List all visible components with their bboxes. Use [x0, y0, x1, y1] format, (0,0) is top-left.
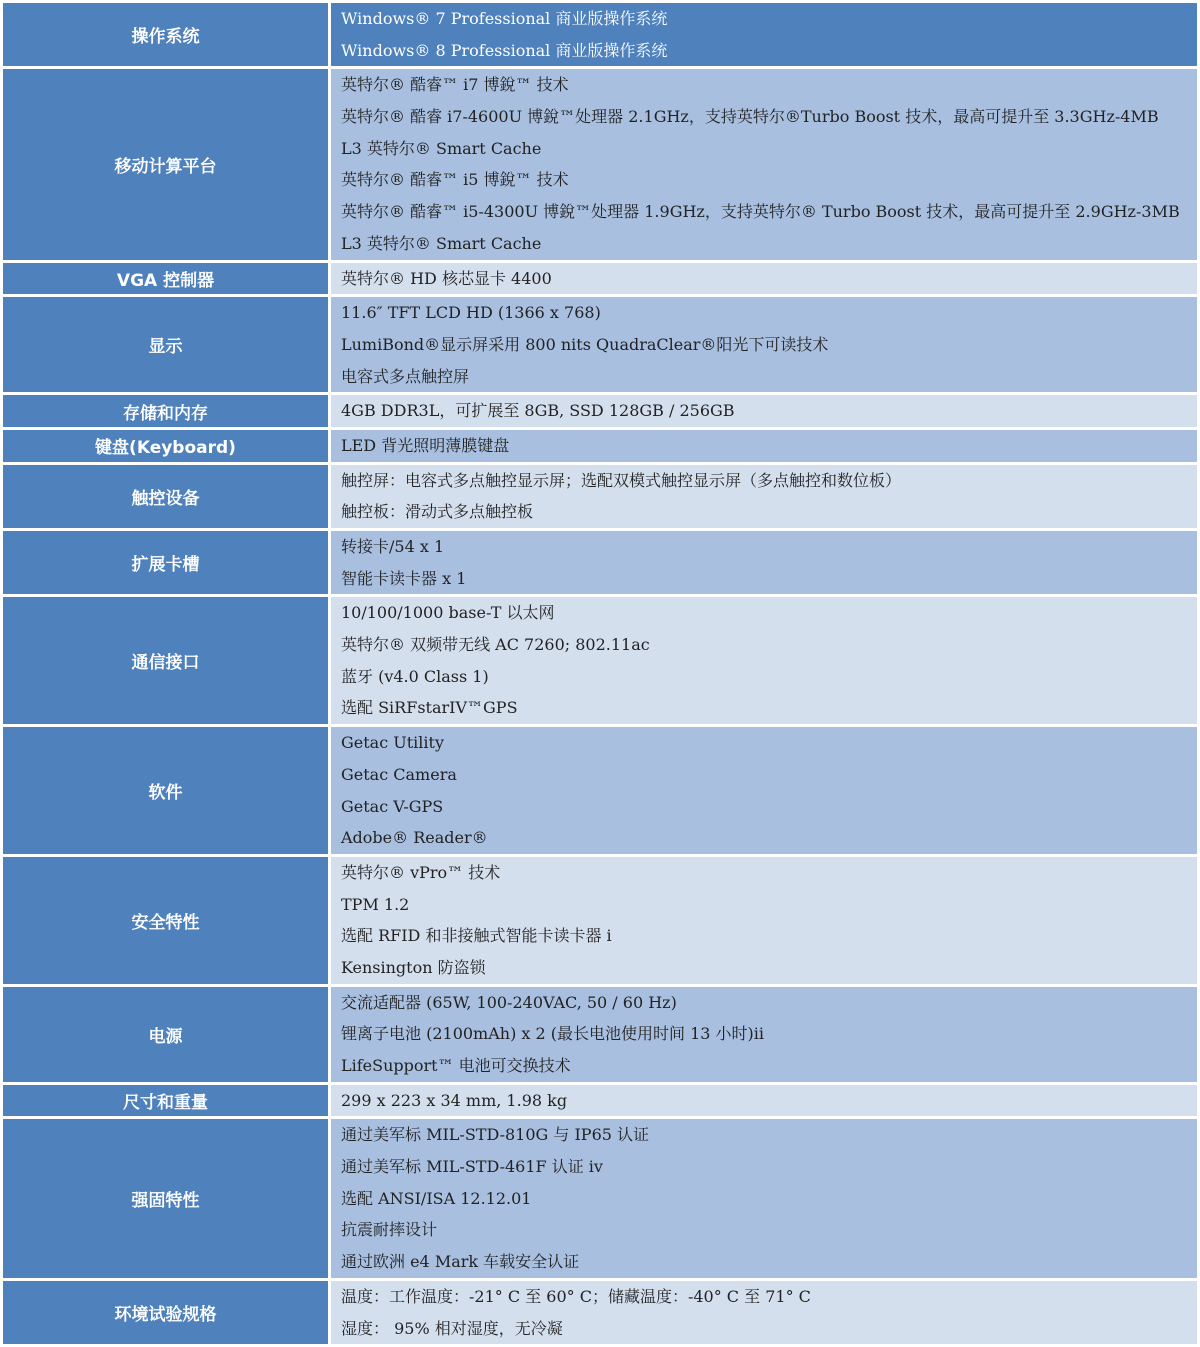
spec-label: 电源 [3, 987, 328, 1082]
spec-value-line: TPM 1.2 [341, 894, 410, 914]
spec-label: 软件 [3, 727, 328, 854]
spec-row [3, 857, 1197, 984]
spec-row [3, 1119, 1197, 1277]
spec-row [3, 263, 1197, 295]
spec-value-line: LifeSupport™ 电池可交换技术 [341, 1056, 571, 1075]
spec-value-line: 温度：工作温度：-21° C 至 60° C；储藏温度：-40° C 至 71° C [341, 1286, 811, 1306]
spec-row [3, 531, 1197, 594]
spec-row [3, 987, 1197, 1082]
spec-row [3, 727, 1197, 854]
spec-label: 扩展卡槽 [3, 531, 328, 594]
spec-value-line: 英特尔® 酷睿 i7-4600U 博銳™处理器 2.1GHz，支持英特尔®Turbo Boost 技术，最高可提升至 3.3GHz-4MB [341, 107, 1159, 127]
spec-value-cell [331, 987, 1197, 1082]
spec-value-line: 英特尔® 酷睿™ i5-4300U 博銳™处理器 1.9GHz，支持英特尔® Turbo Boost 技术，最高可提升至 2.9GHz-3MB [341, 202, 1180, 222]
spec-value-line: 英特尔® vPro™ 技术 [341, 862, 501, 882]
spec-value-cell [331, 857, 1197, 984]
spec-row [3, 395, 1197, 427]
spec-value-line: 299 x 223 x 34 mm, 1.98 kg [341, 1090, 568, 1110]
spec-value-line: 触控屏：电容式多点触控显示屏；选配双模式触控显示屏（多点触控和数位板） [341, 470, 902, 490]
spec-value-line: 转接卡/54 x 1 [341, 537, 445, 556]
spec-value-line: 蓝牙 (v4.0 Class 1) [341, 666, 489, 686]
spec-value-cell [331, 531, 1197, 594]
spec-value-line: 选配 RFID 和非接触式智能卡读卡器 i [341, 926, 612, 946]
spec-value-line: 抗震耐摔设计 [341, 1220, 438, 1240]
spec-value-cell [331, 1085, 1197, 1117]
spec-row [3, 69, 1197, 259]
spec-value-line: L3 英特尔® Smart Cache [341, 233, 542, 253]
spec-value-line: LED 背光照明薄膜键盘 [341, 435, 510, 455]
spec-label: 移动计算平台 [3, 69, 328, 259]
spec-label: 安全特性 [3, 857, 328, 984]
spec-row [3, 1085, 1197, 1117]
spec-value-line: Getac Camera [341, 764, 457, 784]
spec-value-line: Windows® 7 Professional 商业版操作系统 [341, 9, 668, 28]
spec-value-line: L3 英特尔® Smart Cache [341, 138, 542, 158]
spec-value-line: 选配 SiRFstarIV™GPS [341, 698, 518, 718]
spec-label: 触控设备 [3, 465, 328, 528]
spec-value-cell [331, 297, 1197, 392]
spec-value-line: 选配 ANSI/ISA 12.12.01 [341, 1188, 532, 1208]
spec-table-body [3, 3, 1197, 1344]
spec-row [3, 597, 1197, 724]
spec-value-cell [331, 430, 1197, 462]
spec-row [3, 430, 1197, 462]
spec-value-line: 通过欧洲 e4 Mark 车载安全认证 [341, 1252, 580, 1272]
spec-value-line: 英特尔® 酷睿™ i5 博銳™ 技术 [341, 170, 569, 190]
spec-value-cell [331, 3, 1197, 66]
spec-value-line: 英特尔® HD 核芯显卡 4400 [341, 268, 552, 288]
spec-value-line: 电容式多点触控屏 [341, 366, 470, 386]
spec-row [3, 3, 1197, 66]
spec-label: 尺寸和重量 [3, 1085, 328, 1117]
spec-label: 环境试验规格 [3, 1281, 328, 1344]
spec-value-cell [331, 1119, 1197, 1277]
spec-label: 强固特性 [3, 1119, 328, 1277]
spec-value-line: 英特尔® 双频带无线 AC 7260; 802.11ac [341, 635, 650, 655]
spec-value-line: 锂离子电池 (2100mAh) x 2 (最长电池使用时间 13 小时)ii [341, 1024, 765, 1044]
spec-value-cell [331, 727, 1197, 854]
spec-value-line: 智能卡读卡器 x 1 [341, 568, 467, 588]
spec-row [3, 465, 1197, 528]
spec-value-cell [331, 395, 1197, 427]
spec-value-cell [331, 597, 1197, 724]
spec-value-line: 触控板：滑动式多点触控板 [341, 502, 534, 522]
spec-value-line: 通过美军标 MIL-STD-810G 与 IP65 认证 [341, 1125, 650, 1145]
spec-value-cell [331, 263, 1197, 295]
spec-value-line: 11.6″ TFT LCD HD (1366 x 768) [341, 303, 601, 323]
spec-value-cell [331, 465, 1197, 528]
spec-value-line: 4GB DDR3L，可扩展至 8GB, SSD 128GB / 256GB [341, 401, 735, 421]
spec-label: VGA 控制器 [3, 263, 328, 295]
spec-value-line: 10/100/1000 base-T 以太网 [341, 603, 555, 623]
spec-value-line: LumiBond®显示屏采用 800 nits QuadraClear®阳光下可读技术 [341, 334, 829, 354]
spec-label: 存储和内存 [3, 395, 328, 427]
spec-value-line: Windows® 8 Professional 商业版操作系统 [341, 40, 668, 60]
spec-value-line: Kensington 防盗锁 [341, 957, 486, 977]
spec-value-line: 湿度： 95% 相对湿度，无冷凝 [341, 1318, 563, 1338]
spec-value-line: Getac Utility [341, 733, 444, 753]
spec-value-cell [331, 1281, 1197, 1344]
spec-value-line: 英特尔® 酷睿™ i7 博銳™ 技术 [341, 75, 569, 95]
spec-value-line: 通过美军标 MIL-STD-461F 认证 iv [341, 1157, 603, 1177]
spec-label: 操作系统 [3, 3, 328, 66]
spec-value-cell [331, 69, 1197, 259]
spec-label: 键盘(Keyboard) [3, 430, 328, 462]
spec-value-line: Getac V-GPS [341, 796, 444, 816]
spec-row [3, 297, 1197, 392]
spec-value-line: Adobe® Reader® [341, 828, 488, 848]
spec-row [3, 1281, 1197, 1344]
spec-value-line: 交流适配器 (65W, 100-240VAC, 50 / 60 Hz) [341, 992, 677, 1012]
spec-label: 显示 [3, 297, 328, 392]
spec-label: 通信接口 [3, 597, 328, 724]
